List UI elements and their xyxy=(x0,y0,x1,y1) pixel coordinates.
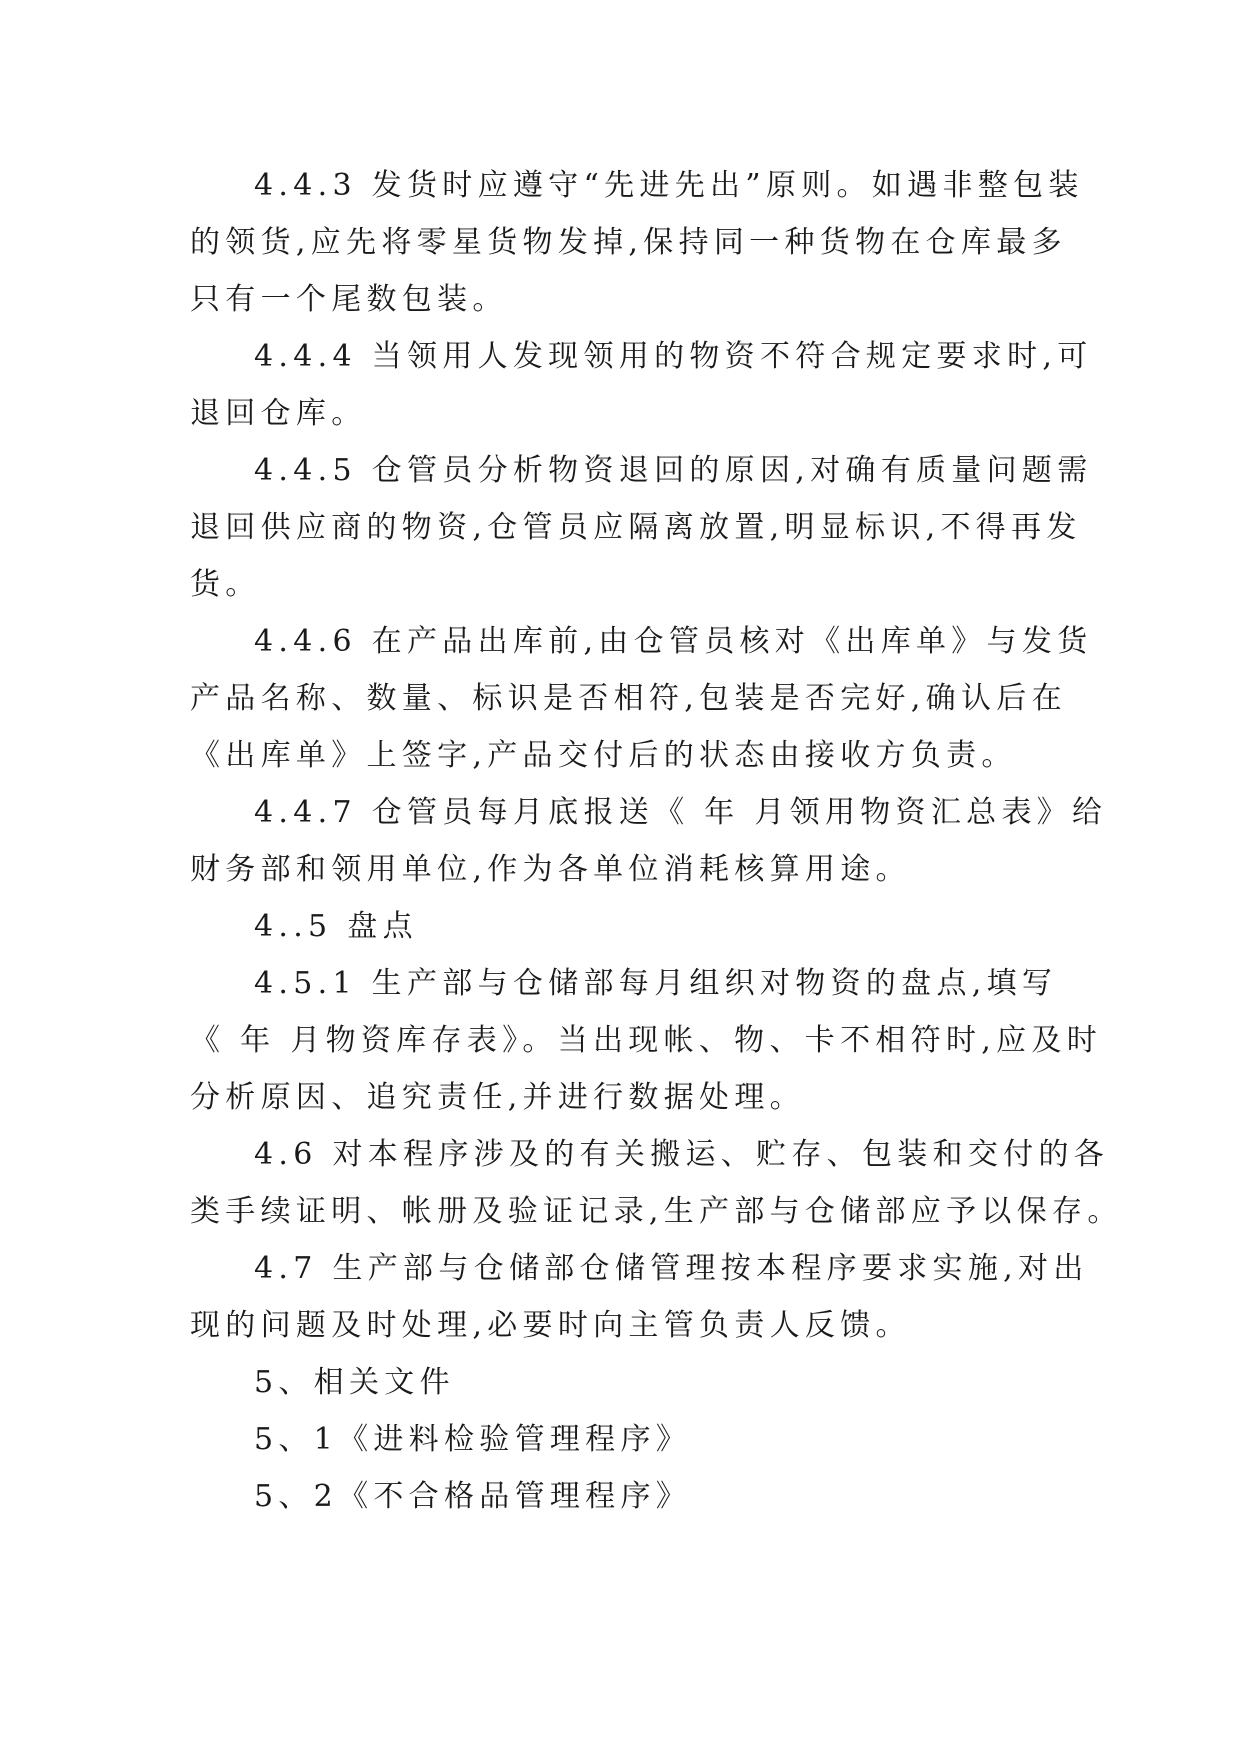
text-line: 财务部和领用单位,作为各单位消耗核算用途。 xyxy=(190,852,911,887)
text-line: 4.4.3 发货时应遵守“先进先出”原则。如遇非整包装 xyxy=(254,168,1084,203)
text-line: 现的问题及时处理,必要时向主管负责人反馈。 xyxy=(190,1308,911,1343)
text-line: 《 年 月物资库存表》。当出现帐、物、卡不相符时,应及时 xyxy=(190,1023,1103,1058)
section-heading: 4..5 盘点 xyxy=(254,909,418,944)
text-line: 产品名称、数量、标识是否相符,包装是否完好,确认后在 xyxy=(190,681,1067,716)
text-line: 4.4.6 在产品出库前,由仓管员核对《出库单》与发货 xyxy=(254,624,1093,659)
text-line: 4.7 生产部与仓储部仓储管理按本程序要求实施,对出 xyxy=(254,1251,1089,1286)
text-line: 只有一个尾数包装。 xyxy=(190,282,508,317)
list-item: 5、1《进料检验管理程序》 xyxy=(254,1422,692,1457)
text-line: 货。 xyxy=(190,567,261,602)
text-line: 退回仓库。 xyxy=(190,396,367,431)
text-line: 退回供应商的物资,仓管员应隔离放置,明显标识,不得再发 xyxy=(190,510,1082,545)
text-line: 4.4.4 当领用人发现领用的物资不符合规定要求时,可 xyxy=(254,339,1093,374)
text-line: 4.4.7 仓管员每月底报送《 年 月领用物资汇总表》给 xyxy=(254,795,1108,830)
text-line: 类手续证明、帐册及验证记录,生产部与仓储部应予以保存。 xyxy=(190,1194,1123,1229)
text-line: 的领货,应先将零星货物发掉,保持同一种货物在仓库最多 xyxy=(190,225,1067,260)
section-heading: 5、相关文件 xyxy=(254,1365,455,1400)
text-line: 4.4.5 仓管员分析物资退回的原因,对确有质量问题需 xyxy=(254,453,1093,488)
text-line: 《出库单》上签字,产品交付后的状态由接收方负责。 xyxy=(190,738,1017,773)
list-item: 5、2《不合格品管理程序》 xyxy=(254,1479,692,1514)
text-line: 分析原因、追究责任,并进行数据处理。 xyxy=(190,1080,805,1115)
text-line: 4.5.1 生产部与仓储部每月组织对物资的盘点,填写 xyxy=(254,966,1058,1001)
text-line: 4.6 对本程序涉及的有关搬运、贮存、包装和交付的各 xyxy=(254,1137,1110,1172)
